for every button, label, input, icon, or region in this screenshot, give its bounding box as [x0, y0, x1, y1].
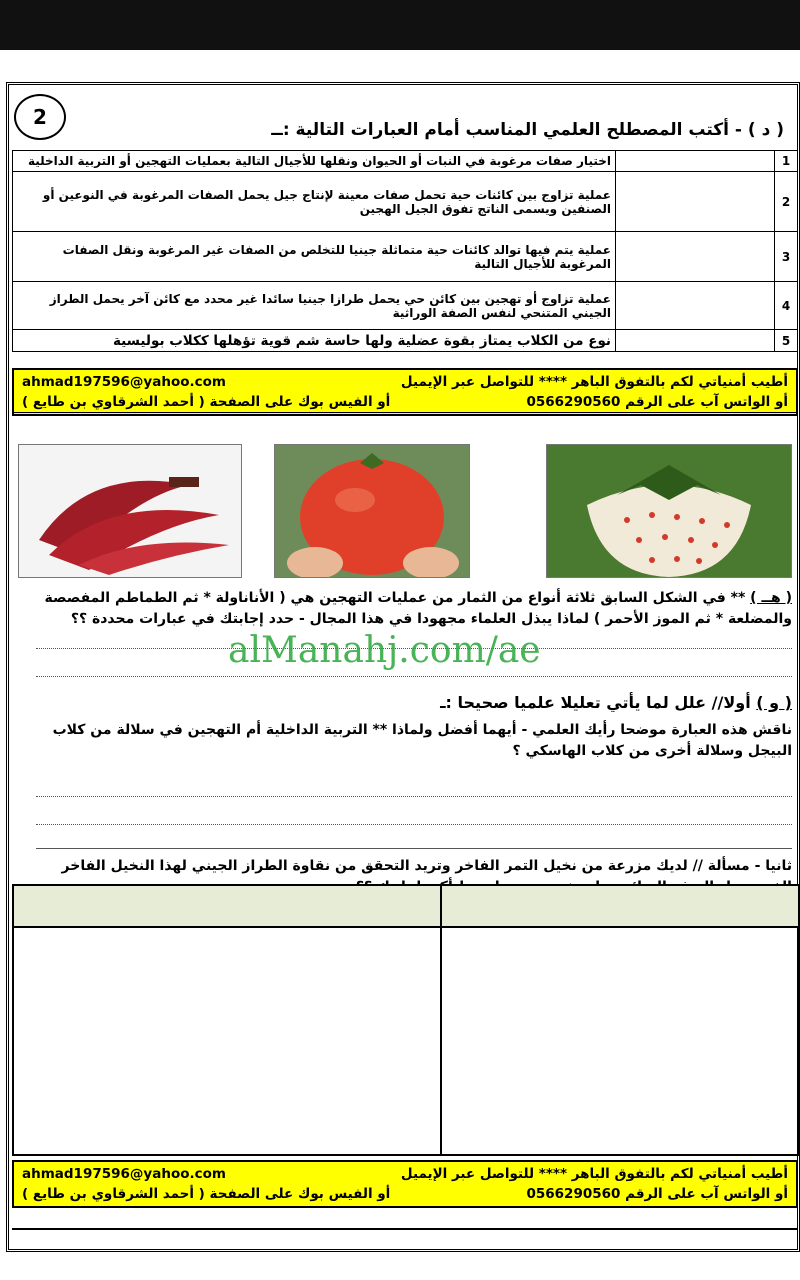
row-text: اختيار صفات مرغوبة في النبات أو الحيوان ونقلها للأجيال التالية بعمليات التهجين أو التربية الداخلية — [13, 151, 616, 172]
contact-greeting: أطيب أمنياتي لكم بالتفوق الباهر **** للتواصل عبر الإيميل — [400, 1166, 788, 1182]
answer-line[interactable] — [36, 676, 792, 677]
section-w-line1: ناقش هذه العبارة موضحا رأيك العلمي - أيهما أفضل ولماذا ** التربية الداخلية أم التهجين في سلالة من كلاب — [52, 722, 792, 738]
strawberry-icon — [547, 445, 791, 577]
terms-table — [12, 150, 798, 352]
answer-cell[interactable] — [616, 172, 775, 232]
section-w-title-row — [22, 692, 792, 713]
contact-email: ahmad197596@yahoo.com — [22, 374, 226, 390]
bottom-divider — [12, 1228, 798, 1230]
giant-tomato-image — [274, 444, 470, 578]
contact-facebook: أو الفيس بوك على الصفحة ( أحمد الشرقاوي بن طايع ) — [22, 394, 391, 410]
tomato-icon — [275, 445, 469, 577]
section-h-line2: والمضلعة * ثم الموز الأحمر ) لماذا يبذل العلماء مجهودا في هذا المجال - حدد إجابتك في عبارات محددة ؟؟ — [70, 611, 792, 627]
row-number: 3 — [775, 232, 798, 282]
row-number: 2 — [775, 172, 798, 232]
section-w-line2: البيجل وسلالة أخرى من كلاب الهاسكي ؟ — [512, 743, 792, 759]
section-h-line1: ** في الشكل السابق ثلاثة أنواع من الثمار من عمليات التهجين هي ( الأناناولة * ثم الطماطم المفصصة — [44, 590, 746, 606]
table-row — [13, 330, 798, 352]
contact-facebook: أو الفيس بوك على الصفحة ( أحمد الشرقاوي بن طايع ) — [22, 1186, 391, 1202]
answer-cell[interactable] — [616, 232, 775, 282]
top-black-bar — [0, 0, 800, 50]
row-text: عملية تزاوج بين كائنات حية تحمل صفات معينة لإنتاج جيل يحمل الصفات المرغوبة في النوعين أو الصنفين ويسمى الناتج تفوق الجيل الهجين — [13, 172, 616, 232]
contact-email: ahmad197596@yahoo.com — [22, 1166, 226, 1182]
watermark: alManahj.com/ae — [228, 630, 541, 671]
section-h-label: ( هــ ) — [750, 590, 792, 606]
contact-greeting: أطيب أمنياتي لكم بالتفوق الباهر **** للتواصل عبر الإيميل — [400, 374, 788, 390]
contact-whatsapp: أو الواتس آب على الرقم 0566290560 — [526, 394, 788, 410]
punnett-answer-grid[interactable] — [12, 884, 800, 1156]
row-text: نوع من الكلاب يمتاز بقوة عضلية ولها حاسة شم قوية تؤهلها ككلاب بوليسية — [13, 330, 616, 352]
answer-cell[interactable] — [616, 282, 775, 330]
table-row — [13, 282, 798, 330]
contact-whatsapp: أو الواتس آب على الرقم 0566290560 — [526, 1186, 788, 1202]
grid-divider — [440, 886, 442, 1154]
white-strawberry-image — [546, 444, 792, 578]
answer-line[interactable] — [36, 796, 792, 797]
grid-header — [14, 886, 798, 928]
section-h — [22, 588, 792, 630]
divider — [12, 412, 798, 415]
section-w-question — [22, 720, 792, 762]
table-row — [13, 172, 798, 232]
row-number: 4 — [775, 282, 798, 330]
contact-box-bottom — [12, 1160, 798, 1208]
answer-line[interactable] — [36, 848, 792, 849]
page-number: 2 — [14, 94, 66, 140]
row-number: 5 — [775, 330, 798, 352]
section-w-label: ( و ) — [756, 693, 792, 712]
red-banana-icon — [19, 445, 241, 577]
contact-box-top — [12, 368, 798, 416]
answer-cell[interactable] — [616, 151, 775, 172]
red-banana-image — [18, 444, 242, 578]
table-row — [13, 151, 798, 172]
row-text: عملية تزاوج أو تهجين بين كائن حي يحمل طرازا جينيا سائدا غير محدد مع كائن آخر يحمل الطراز الجيني المتنحي لنفس الصفة الوراثية — [13, 282, 616, 330]
section-w-title: أولا// علل لما يأتي تعليلا علميا صحيحا :ـ — [440, 693, 751, 712]
answer-line[interactable] — [36, 824, 792, 825]
answer-cell[interactable] — [616, 330, 775, 352]
question-2-line1: ثانيا - مسألة // لديك مزرعة من نخيل التمر الفاخر وتريد التحقق من نقاوة الطراز الجيني لهذا النخيل الفاخر — [61, 858, 792, 874]
row-text: عملية يتم فيها توالد كائنات حية متماثلة جينيا للتخلص من الصفات غير المرغوبة ونقل الصفات المرغوبة للأجيال التالية — [13, 232, 616, 282]
table-row — [13, 232, 798, 282]
row-number: 1 — [775, 151, 798, 172]
section-d-heading: ( د ) - أكتب المصطلح العلمي المناسب أمام العبارات التالية :ــ — [271, 120, 784, 140]
